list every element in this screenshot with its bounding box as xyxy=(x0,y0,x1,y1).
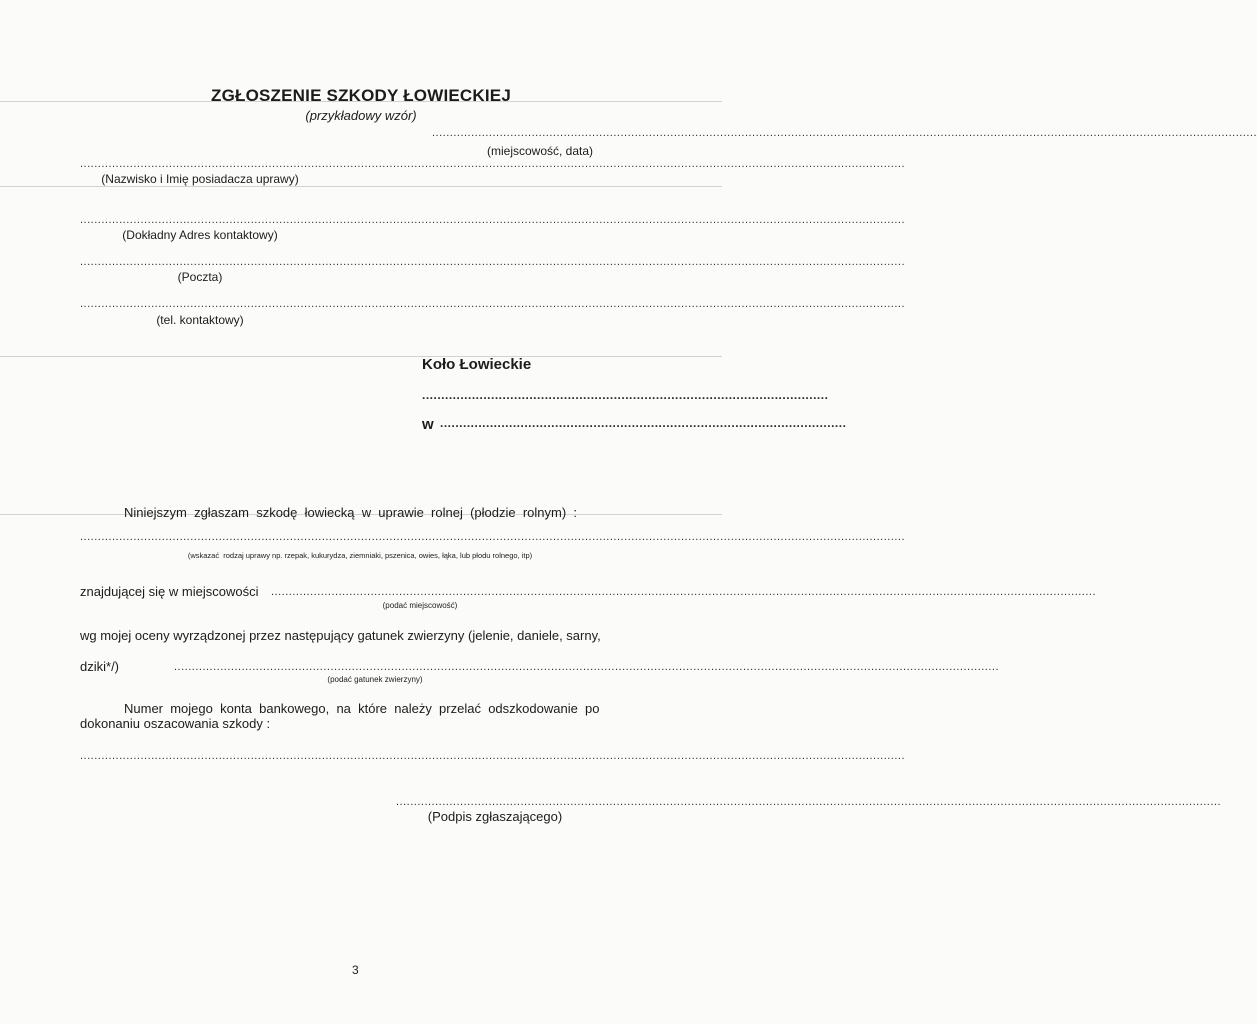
phone-caption: (tel. kontaktowy) xyxy=(156,313,244,327)
name-dotted-line: ........................................................................................................................................................................................................................................ xyxy=(80,158,906,170)
address-caption: (Dokładny Adres kontaktowy) xyxy=(122,228,278,242)
place-date-dotted-line: ........................................................................................................................................................................................................................................ xyxy=(432,127,1257,139)
scan-line xyxy=(0,356,722,357)
declaration-intro: Niniejszym zgłaszam szkodę łowiecką w uprawie rolnej (płodzie rolnym) : xyxy=(124,505,577,520)
kolo-lowieckie-label: Koło Łowieckie xyxy=(422,356,532,373)
location-label: znajdującej się w miejscowości xyxy=(80,584,259,599)
location-hint: (podać miejscowość) xyxy=(382,601,458,610)
species-dotted-line: ........................................................................................................................................................................................................................................ xyxy=(174,661,1000,673)
place-date-caption: (miejscowość, data) xyxy=(486,144,594,158)
signature-caption: (Podpis zgłaszającego) xyxy=(427,809,563,824)
scan-line xyxy=(0,186,722,187)
account-dotted-line: ........................................................................................................................................................................................................................................ xyxy=(80,750,906,762)
signature-dotted-line: ........................................................................................................................................................................................................................................ xyxy=(396,796,1222,808)
kolo-w-label: w xyxy=(422,416,434,433)
document-subtitle: (przykładowy wzór) xyxy=(305,108,417,123)
location-dotted-line: ........................................................................................................................................................................................................................................ xyxy=(271,586,1097,598)
address-dotted-line: ........................................................................................................................................................................................................................................ xyxy=(80,214,906,226)
account-text-line-1: Numer mojego konta bankowego, na które należy przelać odszkodowanie po xyxy=(124,701,600,716)
post-dotted-line: ........................................................................................................................................................................................................................................ xyxy=(80,256,906,268)
species-label: wg mojej oceny wyrządzonej przez następujący gatunek zwierzyny (jelenie, daniele, sarny, xyxy=(80,628,601,643)
document-title: ZGŁOSZENIE SZKODY ŁOWIECKIEJ xyxy=(211,86,511,105)
kolo-location-dotted-line: .......................................................................................................... xyxy=(440,416,847,430)
crop-hint: (wskazać rodzaj uprawy np. rzepak, kukurydza, ziemniaki, pszenica, owies, łąka, lub płodu rolnego, itp) xyxy=(187,551,533,560)
account-text-line-2: dokonaniu oszacowania szkody : xyxy=(80,716,271,731)
kolo-name-dotted-line: .......................................................................................................... xyxy=(422,388,829,402)
species-hint: (podać gatunek zwierzyny) xyxy=(327,675,423,684)
crop-dotted-line: ........................................................................................................................................................................................................................................ xyxy=(80,531,906,543)
phone-dotted-line: ........................................................................................................................................................................................................................................ xyxy=(80,298,906,310)
page-number: 3 xyxy=(352,963,359,977)
species-label-2: dziki*/) xyxy=(80,659,120,674)
post-caption: (Poczta) xyxy=(177,270,223,284)
name-caption: (Nazwisko i Imię posiadacza uprawy) xyxy=(101,172,299,186)
